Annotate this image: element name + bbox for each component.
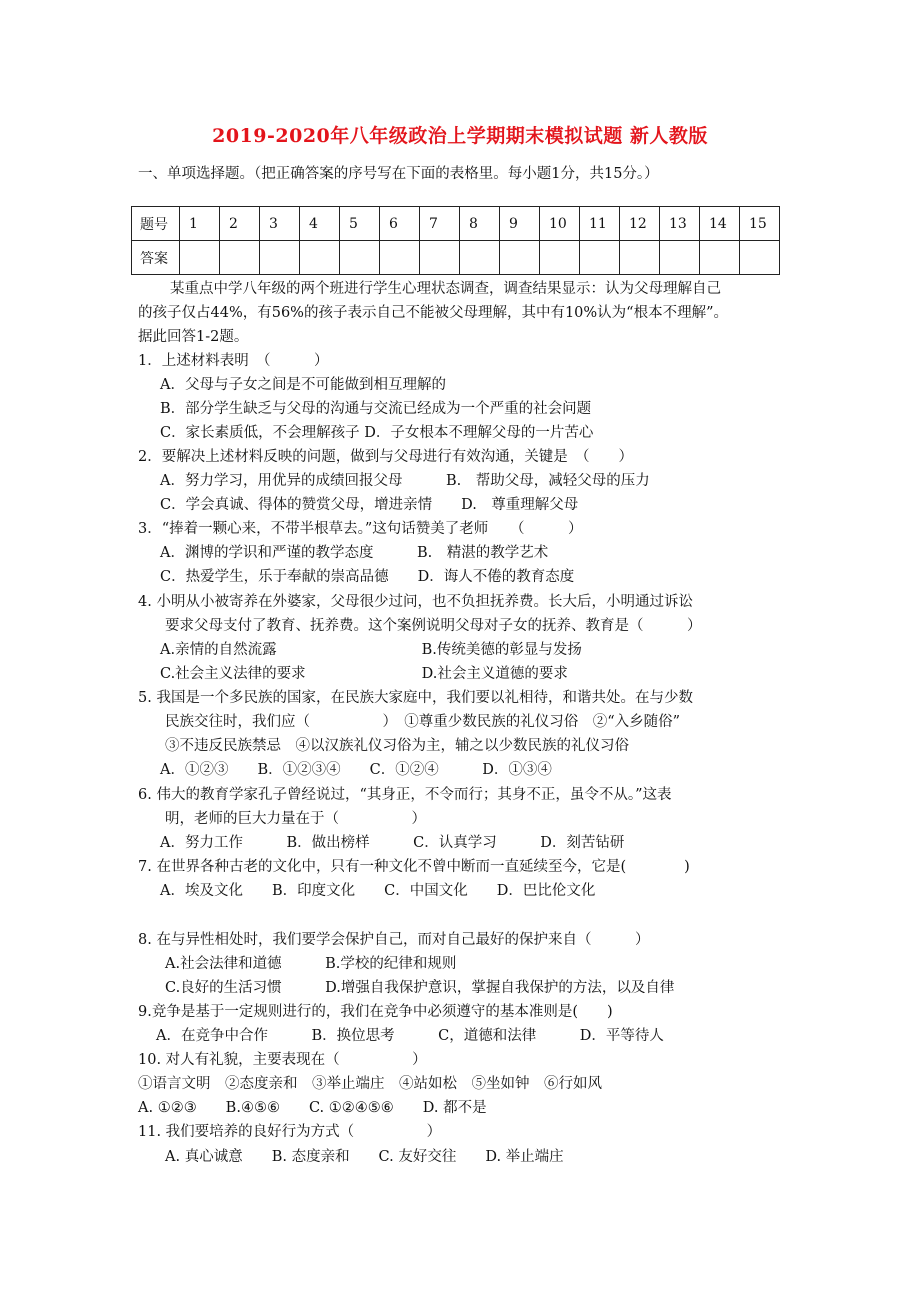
question-number: 2	[220, 207, 260, 241]
answer-cell[interactable]	[660, 241, 700, 275]
answer-cell[interactable]	[340, 241, 380, 275]
question-number: 5	[340, 207, 380, 241]
row-label-number: 题号	[132, 207, 180, 241]
answer-cell[interactable]	[700, 241, 740, 275]
question-number: 1	[180, 207, 220, 241]
question-4-cont: 要求父母支付了教育、抚养费。这个案例说明父母对子女的抚养、教育是（ ）	[165, 618, 702, 634]
question-6: 6. 伟大的教育学家孔子曾经说过，“其身正，不令而行；其身不正，虽令不从。”这表	[138, 787, 672, 803]
question-10: 10. 对人有礼貌，主要表现在（ ）	[138, 1052, 427, 1068]
passage-line: 某重点中学八年级的两个班进行学生心理状态调查，调查结果显示：认为父母理解自己	[170, 281, 721, 297]
question-7: 7. 在世界各种古老的文化中，只有一种文化不曾中断而一直延续至今，它是( )	[138, 859, 690, 875]
answer-cell[interactable]	[260, 241, 300, 275]
option-line: C.良好的生活习惯 D.增强自我保护意识，掌握自我保护的方法，以及自律	[165, 980, 675, 996]
question-number: 8	[460, 207, 500, 241]
question-2: 2．要解决上述材料反映的问题，做到与父母进行有效沟通，关键是 （ ）	[138, 449, 633, 465]
answer-cell[interactable]	[460, 241, 500, 275]
option-line: A．①②③ B．①②③④ C．①②④ D．①③④	[160, 762, 552, 778]
option-line: A．努力工作 B．做出榜样 C．认真学习 D．刻苦钻研	[160, 835, 625, 851]
option-line: A．在竞争中合作 B．换位思考 C，道德和法律 D．平等待人	[156, 1028, 664, 1044]
answer-cell[interactable]	[620, 241, 660, 275]
answer-cell[interactable]	[580, 241, 620, 275]
option-line: A.社会法律和道德 B.学校的纪律和规则	[165, 956, 457, 972]
answer-cell[interactable]	[300, 241, 340, 275]
option-line: A. 真心诚意 B. 态度亲和 C. 友好交往 D. 举止端庄	[165, 1149, 564, 1165]
question-5: 5. 我国是一个多民族的国家，在民族大家庭中，我们要以礼相待，和谐共处。在与少数	[138, 690, 693, 706]
question-9: 9.竞争是基于一定规则进行的，我们在竞争中必须遵守的基本准则是( )	[138, 1004, 613, 1020]
passage-line: 据此回答1-2题。	[138, 329, 249, 345]
question-5-cont: ③不违反民族禁忌 ④以汉族礼仪习俗为主，辅之以少数民族的礼仪习俗	[165, 738, 629, 754]
question-number: 7	[420, 207, 460, 241]
question-3: 3．“捧着一颗心来，不带半根草去。”这句话赞美了老师 （ ）	[138, 521, 583, 537]
passage-line: 的孩子仅占44%，有56%的孩子表示自己不能被父母理解，其中有10%认为“根本不理解”。	[138, 305, 729, 321]
question-6-cont: 明，老师的巨大力量在于（ ）	[165, 811, 426, 827]
answer-cell[interactable]	[540, 241, 580, 275]
answer-cell[interactable]	[500, 241, 540, 275]
question-10-items: ①语言文明 ②态度亲和 ③举止端庄 ④站如松 ⑤坐如钟 ⑥行如风	[138, 1076, 602, 1092]
question-number: 12	[620, 207, 660, 241]
option-line: C．热爱学生，乐于奉献的崇高品德 D．诲人不倦的教育态度	[160, 569, 575, 585]
question-number: 11	[580, 207, 620, 241]
section-heading: 一、单项选择题。（把正确答案的序号写在下面的表格里。每小题1分，共15分。）	[138, 166, 659, 182]
row-label-answer: 答案	[132, 241, 180, 275]
table-row-answers	[132, 241, 780, 275]
answer-cell[interactable]	[180, 241, 220, 275]
answer-cell[interactable]	[420, 241, 460, 275]
option-line: C．学会真诚、得体的赞赏父母，增进亲情 D. 尊重理解父母	[160, 497, 579, 513]
option-line: C.社会主义法律的要求 D.社会主义道德的要求	[160, 666, 568, 682]
question-number: 10	[540, 207, 580, 241]
option-line: B．部分学生缺乏与父母的沟通与交流已经成为一个严重的社会问题	[160, 401, 592, 417]
answer-cell[interactable]	[740, 241, 780, 275]
option-line: A．渊博的学识和严谨的教学态度 B. 精湛的教学艺术	[160, 545, 549, 561]
question-number: 13	[660, 207, 700, 241]
question-5-cont: 民族交往时，我们应（ ） ①尊重少数民族的礼仪习俗 ②“入乡随俗”	[165, 714, 681, 730]
question-number: 6	[380, 207, 420, 241]
option-line: A. ①②③ B.④⑤⑥ C. ①②④⑤⑥ D. 都不是	[138, 1100, 487, 1116]
question-8: 8. 在与异性相处时，我们要学会保护自己，而对自己最好的保护来自（ ）	[138, 932, 650, 948]
option-line: A．父母与子女之间是不可能做到相互理解的	[160, 377, 446, 393]
answer-table	[131, 206, 780, 275]
question-number: 14	[700, 207, 740, 241]
page-title: 2019-2020年八年级政治上学期期末模拟试题 新人教版	[212, 125, 708, 147]
table-row-numbers	[132, 207, 780, 241]
option-line: A.亲情的自然流露 B.传统美德的彰显与发扬	[160, 642, 582, 658]
question-1: 1．上述材料表明 （ ）	[138, 353, 329, 369]
question-11: 11. 我们要培养的良好行为方式（ ）	[138, 1124, 442, 1140]
question-number: 3	[260, 207, 300, 241]
question-number: 9	[500, 207, 540, 241]
question-number: 15	[740, 207, 780, 241]
option-line: C．家长素质低，不会理解孩子 D．子女根本不理解父母的一片苦心	[160, 425, 594, 441]
option-line: A．努力学习，用优异的成绩回报父母 B. 帮助父母，减轻父母的压力	[160, 473, 650, 489]
question-number: 4	[300, 207, 340, 241]
question-4: 4. 小明从小被寄养在外婆家，父母很少过问，也不负担抚养费。长大后，小明通过诉讼	[138, 594, 693, 610]
option-line: A．埃及文化 B．印度文化 C．中国文化 D．巴比伦文化	[160, 883, 596, 899]
answer-cell[interactable]	[220, 241, 260, 275]
answer-cell[interactable]	[380, 241, 420, 275]
